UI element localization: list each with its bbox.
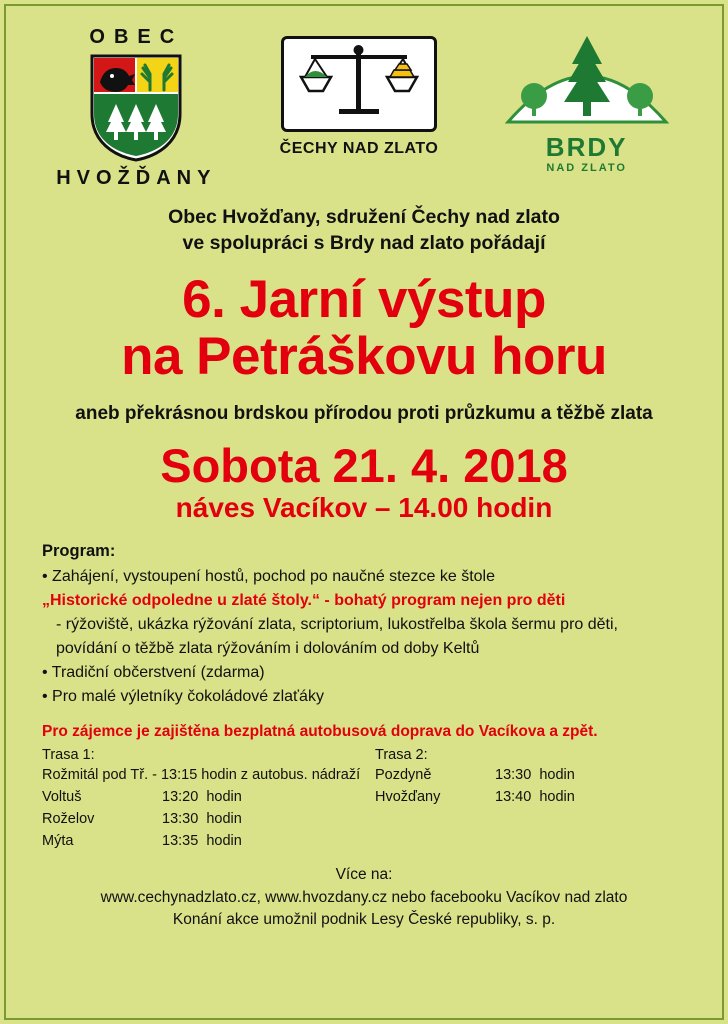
obec-logo-bottom-text: HVOŽĎANY (56, 167, 217, 189)
program-section (42, 542, 728, 709)
route-stop-place: Voltuš (42, 789, 82, 806)
poster-title (0, 271, 728, 385)
route-stop (375, 765, 698, 787)
route-stop-time: 13:20 hodin (162, 789, 242, 806)
footer-more-label: Více na: (335, 866, 393, 884)
program-item-highlight: „Historické odpoledne u zlaté štoly.“ - bohatý program nejen pro děti (42, 592, 566, 610)
program-item: - rýžoviště, ukázka rýžování zlata, scriptorium, lukostřelba škola šermu pro děti, (56, 616, 618, 634)
intro-line-1: Obec Hvožďany, sdružení Čechy nad zlato (168, 206, 560, 228)
route-2-column (365, 747, 698, 852)
route-2-title: Trasa 2: (375, 747, 428, 764)
cechy-logo-caption: ČECHY NAD ZLATO (279, 140, 439, 157)
route-1-title: Trasa 1: (42, 747, 95, 764)
obec-logo-top-text: OBEC (89, 26, 184, 48)
route-stop-place: Mýta (42, 832, 74, 849)
footer-block (0, 864, 728, 931)
route-stop (42, 809, 365, 831)
transport-routes (42, 747, 698, 852)
route-stop (42, 787, 365, 809)
route-stop (42, 831, 365, 853)
route-1-column (42, 747, 365, 852)
route-stop-time: 13:30 hodin (495, 767, 575, 784)
obec-hvozdany-logo (51, 14, 221, 190)
event-place-time: náves Vacíkov – 14.00 hodin (175, 492, 553, 524)
brdy-logo-word: BRDY (545, 132, 628, 162)
brdy-logo-subtitle: NAD ZLATO (546, 162, 627, 174)
footer-links[interactable]: www.cechynadzlato.cz, www.hvozdany.cz nebo facebooku Vacíkov nad zlato (100, 888, 628, 906)
route-stop-place: Rožmitál pod Tř. - 13:15 hodin z autobus. nádraží (42, 767, 361, 784)
brdy-nad-zlato-logo (497, 14, 677, 174)
route-stop-time: 13:40 hodin (495, 789, 575, 806)
route-stop-time: 13:35 hodin (162, 832, 242, 849)
route-stop-time: 13:30 hodin (162, 810, 242, 827)
program-item: povídání o těžbě zlata rýžováním i dolováním od doby Keltů (56, 640, 480, 658)
cechy-nad-zlato-logo (264, 14, 454, 158)
route-stop (375, 787, 698, 809)
program-item: • Tradiční občerstvení (zdarma) (42, 664, 265, 682)
coat-of-arms-icon (88, 52, 184, 164)
program-item: • Zahájení, vystoupení hostů, pochod po naučné stezce ke štole (42, 568, 496, 586)
intro-block (0, 204, 728, 257)
brdy-tree-icon (497, 34, 677, 134)
route-stop-place: Pozdyně (375, 767, 432, 784)
footer-sponsor: Konání akce umožnil podnik Lesy České republiky, s. p. (172, 911, 556, 929)
program-heading: Program: (42, 542, 116, 561)
transport-note: Pro zájemce je zajištěna bezplatná autobusová doprava do Vacíkova a zpět. (42, 723, 598, 741)
title-line-1: 6. Jarní výstup (182, 269, 546, 329)
event-date: Sobota 21. 4. 2018 (160, 439, 568, 493)
title-line-2: na Petráškovu horu (121, 326, 607, 386)
intro-line-2: ve spolupráci s Brdy nad zlato pořádají (182, 232, 546, 255)
scales-icon (281, 36, 437, 132)
logo-row (0, 0, 728, 200)
program-item: • Pro malé výletníky čokoládové zlaťáky (42, 688, 324, 706)
route-stop (42, 765, 365, 787)
poster-subtitle: aneb překrásnou brdskou přírodou proti průzkumu a těžbě zlata (75, 403, 653, 425)
route-stop-place: Hvožďany (375, 789, 441, 806)
route-stop-place: Roželov (42, 810, 95, 827)
